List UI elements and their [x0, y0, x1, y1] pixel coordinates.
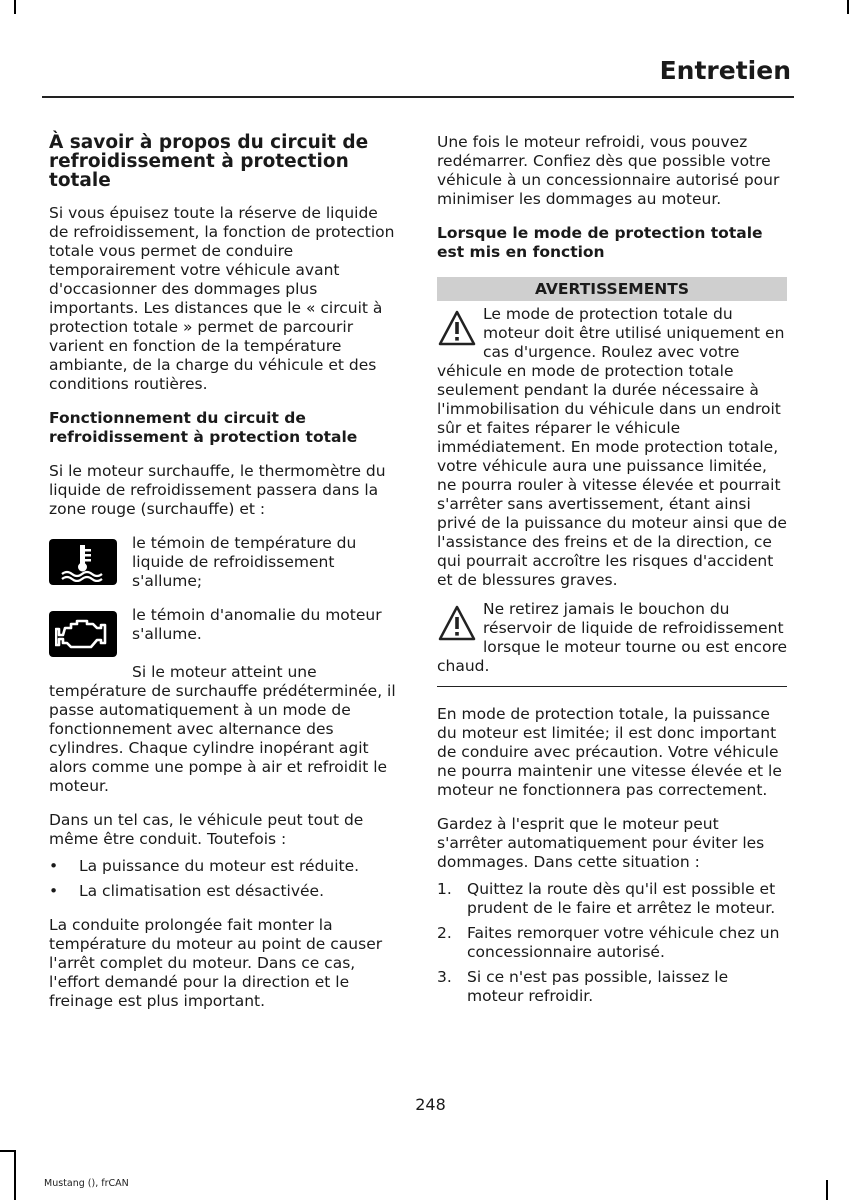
warning-triangle-icon: [437, 604, 477, 644]
prolonged-driving-paragraph: La conduite prolongée fait monter la température du moteur au point de causer l'arrêt complet du moteur. Dans ce cas, l'effort demandé pour la direction et le freinage est plus important.: [49, 916, 383, 1010]
warnings-divider: [437, 686, 787, 687]
warning-item: [437, 305, 787, 590]
warning-text: Ne retirez jamais le bouchon du réservoir de liquide de refroidissement lorsque le moteur tourne ou est encore chaud.: [437, 600, 788, 675]
engine-warning-row: [49, 606, 401, 657]
check-engine-icon: [49, 611, 117, 657]
crop-mark-bottom-right: [826, 1180, 828, 1200]
warning-triangle-icon: [437, 309, 477, 349]
document-label: Mustang (), frCAN: [44, 1178, 129, 1189]
preset-temperature-paragraph: Si le moteur atteint une température de surchauffe prédéterminée, il passe automatiquement à un mode de fonctionnement avec alternance des cylindres. Chaque cylindre inopérant agit alors comme une pompe à air et refroidit le moteur.: [49, 663, 396, 795]
crop-mark-bottom-left: [14, 1150, 16, 1200]
list-item: 3. Si ce n'est pas possible, laissez le moteur refroidir.: [437, 968, 729, 1005]
header-rule: [42, 96, 794, 98]
warning-item: [437, 600, 787, 676]
operation-subheading: Fonctionnement du circuit de refroidissement à protection totale: [49, 409, 358, 446]
list-item: • La climatisation est désactivée.: [49, 882, 325, 900]
crop-mark-top-right: [847, 0, 849, 14]
intro-paragraph: Si vous épuisez toute la réserve de liquide de refroidissement, la fonction de protection totale vous permet de conduire temporairement votre véhicule avant d'occasionner des dommages plus importants. Les distances que le « circuit à protection totale » permet de parcourir varient en fonction de la température ambiante, de la charge du véhicule et des conditions routières.: [49, 204, 395, 393]
list-item: 1. Quittez la route dès qu'il est possible et prudent de le faire et arrêtez le moteur.: [437, 880, 776, 917]
section-heading: À savoir à propos du circuit de refroidissement à protection totale: [49, 132, 369, 191]
warning-text: Le mode de protection totale du moteur doit être utilisé uniquement en cas d'urgence. Roulez avec votre véhicule en mode de protection totale seulement pendant la durée nécessaire à l'immobilisation du véhicule dans un endroit sûr et faites réparer le véhicule immédiatement. En mode protection totale, votre véhicule aura une puissance limitée, ne pourra rouler à vitesse élevée et pourrait s'arrêter sans avertissement, étant ainsi privé de la puissance du moteur ainsi que de l'assistance des freins et de la direction, ce qui pourrait accroître les risques d'accident et de blessures graves.: [437, 305, 787, 589]
right-column: [437, 133, 787, 1012]
coolant-warning-row: [49, 534, 401, 591]
cooled-paragraph: Une fois le moteur refroidi, vous pouvez redémarrer. Confiez dès que possible votre véhicule à un concessionnaire autorisé pour minimiser les dommages au moteur.: [437, 133, 780, 208]
crop-mark-top-left: [14, 0, 16, 14]
left-column: [49, 133, 401, 1026]
coolant-temperature-icon: [49, 539, 117, 585]
mode-subheading: Lorsque le mode de protection totale est mis en fonction: [437, 224, 763, 261]
coolant-warning-text: le témoin de température du liquide de refroidissement s'allume;: [132, 534, 357, 590]
warnings-header: AVERTISSEMENTS: [437, 277, 787, 301]
list-item: • La puissance du moteur est réduite.: [49, 857, 360, 875]
effects-list: [49, 857, 401, 901]
steps-list: [437, 880, 787, 1006]
crop-mark-bottom-left-h: [0, 1150, 16, 1152]
engine-warning-text: le témoin d'anomalie du moteur s'allume.: [132, 606, 382, 643]
limited-power-paragraph: En mode de protection totale, la puissance du moteur est limitée; il est donc important de conduire avec précaution. Votre véhicule ne pourra maintenir une vitesse élevée et le moteur ne fonctionnera pas correctement.: [437, 705, 782, 799]
overheat-paragraph: Si le moteur surchauffe, le thermomètre du liquide de refroidissement passera dans la zone rouge (surchauffe) et :: [49, 462, 386, 518]
page-title: Entretien: [659, 56, 791, 85]
page-number: 248: [415, 1095, 446, 1114]
keep-in-mind-paragraph: Gardez à l'esprit que le moteur peut s'arrêter automatiquement pour éviter les dommages. Dans cette situation :: [437, 815, 765, 871]
list-item: 2. Faites remorquer votre véhicule chez un concessionnaire autorisé.: [437, 924, 780, 961]
still-driven-paragraph: Dans un tel cas, le véhicule peut tout de même être conduit. Toutefois :: [49, 811, 364, 848]
